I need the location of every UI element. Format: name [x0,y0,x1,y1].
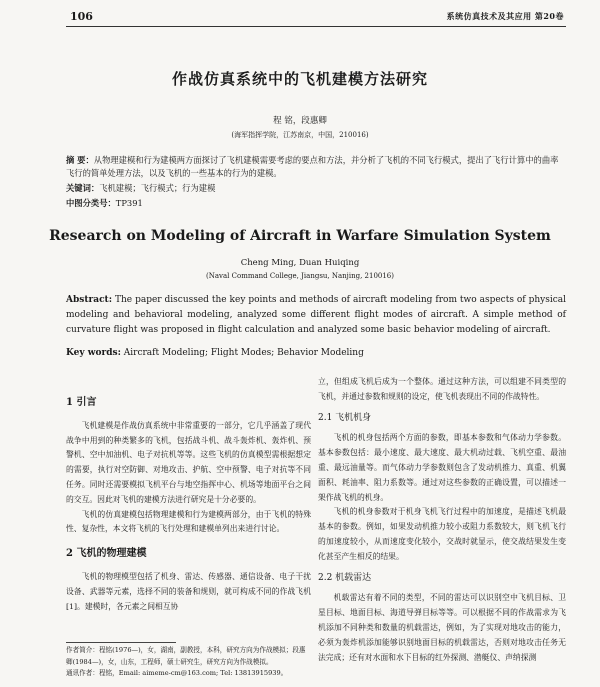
english-authors: Cheng Ming, Duan Huiqing [240,258,360,268]
chinese-classification [66,197,566,209]
subsection-2-1-heading: 2.1 飞机机身 [318,412,372,423]
continued-paragraph: 立，但组成飞机后成为一个整体。通过这种方法，可以组建不同类型的飞机，并通过参数和规则的设定，使飞机表现出不同的作战特性。 [318,377,566,401]
footnote-author-info: 作者简介：程铭(1976—)，女，湖南，副教授，本科，研究方向为作战模拟；段惠卿(1984—)，女，山东，工程师，硕士研究生，研究方向为作战模拟。 [66,646,306,666]
english-abstract [66,293,566,338]
section-1-heading: 1 引言 [66,397,97,408]
english-keywords-text: Aircraft Modeling; Flight Modes; Behavior Modeling [123,348,364,358]
journal-header: 系统仿真技术及其应用 第20卷 [446,11,564,21]
subsection-2-2-paragraph-1: 机载雷达有着不同的类型，不同的雷达可以识别空中飞机目标、卫星目标、地面目标、海道导弹目标等等。可以根据不同的作战需求为飞机添加不同种类和数量的机载雷达，例如，为了实现对地攻击的能力，必须为轰炸机添加能够识别地面目标的机载雷达，否则对地攻击任务无法完成；还有对水面和水下目标的红外探测、潜艇仪、声纳探测 [318,593,566,662]
subsection-2-2-heading: 2.2 机载雷达 [318,572,372,583]
chinese-keywords [66,182,566,194]
classification-text: TP391 [115,198,143,208]
subsection-2-1-paragraph-1: 飞机的机身包括两个方面的参数，即基本参数和气体动力学参数。基本参数包括：最小速度、最大速度、最大机动过载、飞机空重、最油重、最远油量等。而气体动力学参数则包含了发动机推力、真重、机翼面积、耗油率、阻力系数等。通过对这些参数的正确设置，可以描述一架作战飞机的机身。 [318,433,566,502]
right-column [318,375,566,665]
classification-label: 中图分类号： [66,198,116,208]
english-keywords [66,348,566,358]
english-affiliation: (Naval Command College, Jiangsu, Nanjing, 210016) [206,272,394,280]
chinese-keywords-text: 飞机建模；飞行模式；行为建模 [99,183,216,193]
chinese-abstract [66,154,566,180]
chinese-affiliation: (海军指挥学院，江苏南京，中国，210016) [231,131,369,139]
footnote-contact: 通讯作者：程铭，Email: aimeme-cm@163.com; Tel: 13813915939。 [66,669,288,677]
section-2-heading: 2 飞机的物理建模 [66,548,147,560]
english-title: Research on Modeling of Aircraft in Warfare Simulation System [49,228,551,244]
footnotes [66,645,311,680]
section-2-paragraph-1: 飞机的物理模型包括了机身、雷达、传感器、通信设备、电子干扰设备、武器等元素，选择不同的装备和规则，就可构成不同的作战飞机[1]。建模时，各元素之间相互协 [66,571,311,611]
english-abstract-text: The paper discussed the key points and methods of aircraft modeling from two aspects of physical modeling and behavioral modeling, analyzed some different flight modes of aircraft. A simple method of curvature flight was proposed in flight calculation and analyzed some basic behavior modeling of aircraft. [66,295,566,335]
chinese-abstract-label: 摘 要： [66,155,94,165]
chinese-abstract-text: 从物理建模和行为建模两方面探讨了飞机建模需要考虑的要点和方法，并分析了飞机的不同飞行模式，提出了飞行计算中的曲率飞行的简单处理方法，以及飞机的一些基本的行为的建模。 [66,155,559,178]
english-keywords-label: Key words: [66,348,121,358]
footnote-rule [66,642,176,643]
section-1-paragraph-2: 飞机的仿真建模包括物理建模和行为建模两部分，由于飞机的特殊性、复杂性，本文将飞机的飞行处理和建模单列出来进行讨论。 [66,509,311,534]
english-abstract-label: Abstract: [66,295,113,305]
subsection-2-1-paragraph-2: 飞机的机身参数对于机身飞机飞行过程中的加速度，是描述飞机最基本的参数。例如，如果发动机推力较小或阻力系数较大，则飞机飞行的加速度较小，从而速度变化较小，交战时就显示，使交战结果发生变化甚至产生相反的结果。 [318,507,566,561]
chinese-keywords-label: 关键词： [66,183,100,193]
header-rule [66,26,566,27]
chinese-authors: 程 铭，段惠卿 [273,116,327,126]
left-column [66,392,311,614]
chinese-title: 作战仿真系统中的飞机建模方法研究 [171,70,428,88]
section-1-paragraph-1: 飞机建模是作战仿真系统中非常重要的一部分，它几乎涵盖了现代战争中用到的种类繁多的飞机，包括战斗机、战斗轰炸机、轰炸机、预警机、空中加油机、电子对抗机等等。这些飞机的仿真模型需根据想定的需要，执行对空防御、对地攻击、护航、空中预警、电子对抗等不同任务。同时还需要模拟飞机平台与地空指挥中心、机场等地面平台之间的交互。因此对飞机的建模方法进行研究是十分必要的。 [66,420,311,504]
page-number: 106 [70,10,93,23]
